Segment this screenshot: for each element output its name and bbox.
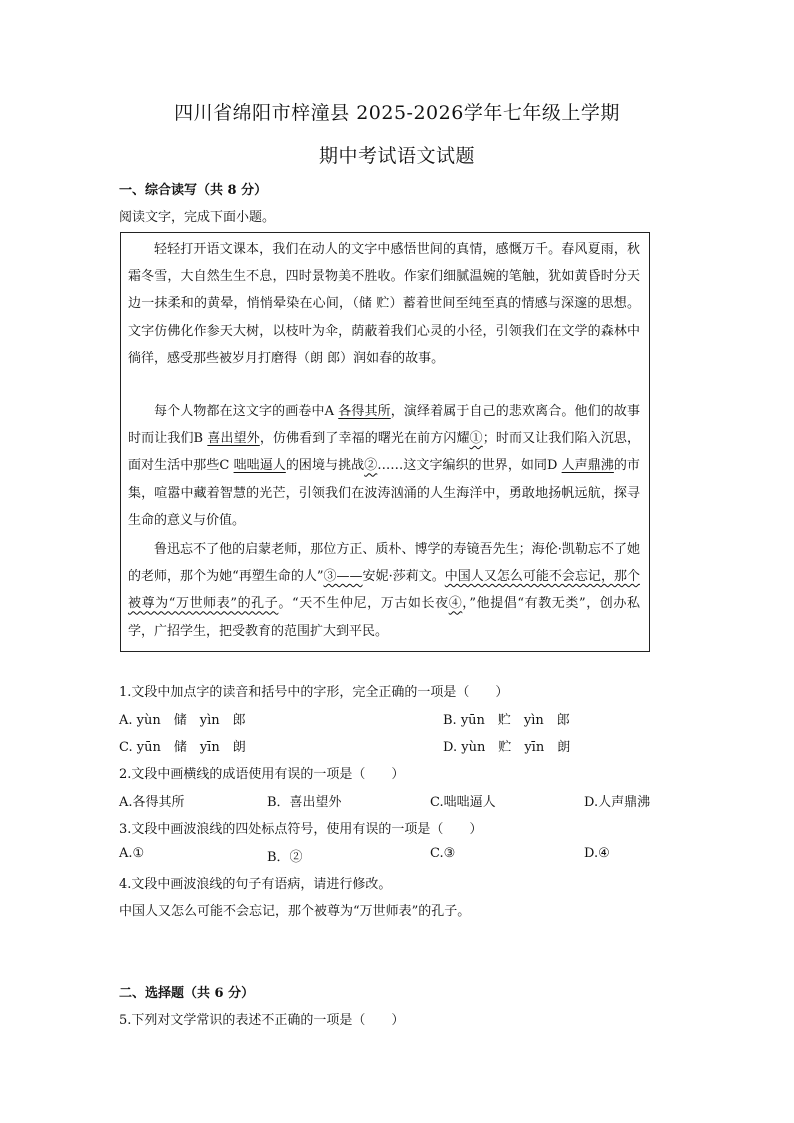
section2-heading: 二、选择题（共 6 分）: [119, 986, 255, 1001]
section1-instruction: 阅读文字，完成下面小题。: [119, 210, 276, 225]
p2-text-f: ……这文字编织的世界，如同D: [377, 458, 562, 474]
q2-option-b[interactable]: B．喜出望外: [267, 795, 342, 810]
q1-option-b[interactable]: B. yūn 贮 yìn 郎: [443, 713, 570, 728]
q3-option-c[interactable]: C.③: [430, 846, 456, 861]
q3-stem: 3.文段中画波浪线的四处标点符号，使用有误的一项是（ ）: [119, 822, 483, 837]
q2-option-d[interactable]: D.人声鼎沸: [584, 795, 651, 810]
idiom-b: 喜出望外: [207, 431, 260, 447]
p2-text-e: 的困境与挑战: [285, 458, 365, 474]
idiom-d: 人声鼎沸: [561, 458, 614, 474]
p3-text-b: 安妮·莎莉文。: [362, 569, 445, 585]
p3-text-d: ，”他提倡“有教无类”，创办私学，广招学生，把受教育的范围扩大到平民。: [128, 596, 640, 639]
passage-paragraph-2: [128, 398, 640, 534]
q1-option-d[interactable]: D. yùn 贮 yīn 朗: [443, 740, 571, 755]
q3-option-a[interactable]: A.①: [119, 846, 145, 861]
idiom-a: 各得其所: [338, 404, 391, 419]
punct-mark-4: ④: [448, 596, 463, 612]
title-line-2: 期中考试语文试题: [318, 145, 475, 167]
passage-paragraph-1: 轻轻打开语文课本，我们在动人的文字中感悟世间的真情，感慨万千。春风夏雨，秋霜冬雪，大自然生生不息，四时景物美不胜收。作家们细腻温婉的笔触，犹如黄昏时分天边一抹柔和的黄晕，悄悄晕染在心间，（储 贮）蓄着世间至纯至真的情感与深邃的思想。文字仿佛化作参天大树，以枝叶为伞，荫蔽着我们心灵的小径，引领我们在文学的森林中徜徉，感受那些被岁月打磨得（朗 郎）润如春的故事。: [128, 242, 640, 366]
p2-text-c: ，仿佛看到了幸福的曙光在前方闪耀: [259, 431, 470, 447]
q3-option-b[interactable]: B．②: [267, 850, 303, 865]
q4-sentence: 中国人又怎么可能不会忘记，那个被尊为“万世师表”的孔子。: [119, 904, 471, 919]
p3-text-c: 。“天不生仲尼，万古如长夜: [278, 596, 449, 612]
title-line-1: 四川省绵阳市梓潼县 2025-2026学年七年级上学期: [174, 102, 620, 124]
idiom-c: 咄咄逼人: [233, 458, 286, 474]
punct-mark-3: ③——: [323, 569, 363, 585]
p3-text-a: 鲁迅忘不了他的启蒙老师，那位方正、质朴、博学的寿镜吾先生；海伦·凯勒忘不了她的老师，那个为她“再塑生命的人”: [128, 542, 640, 585]
q5-stem: 5.下列对文学常识的表述不正确的一项是（ ）: [119, 1013, 405, 1028]
q2-option-c[interactable]: C.咄咄逼人: [430, 795, 496, 810]
q2-option-a[interactable]: A.各得其所: [119, 795, 185, 810]
p2-text-d: ；时而又让我们陷入沉思，面对生活中那些C: [128, 431, 640, 474]
q1-stem: 1.文段中加点字的读音和括号中的字形，完全正确的一项是（ ）: [119, 685, 509, 700]
q1-option-a[interactable]: A. yùn 储 yìn 郎: [119, 713, 246, 728]
p2-text-b: ，演绎着属于自己的悲欢离合。他们的故事时而让我们B: [128, 404, 640, 447]
p2-text-a: 每个人物都在这文字的画卷中A: [154, 404, 339, 419]
punct-mark-2: ②: [364, 458, 378, 474]
p2-text-g: 的市集，喧嚣中藏着智慧的光芒，引领我们在波涛汹涌的人生海洋中，勇敢地扬帆远航，探寻生命的意义与价值。: [128, 458, 640, 528]
q3-option-d[interactable]: D.④: [584, 846, 610, 861]
q4-stem: 4.文段中画波浪线的句子有语病，请进行修改。: [119, 877, 392, 892]
q1-option-c[interactable]: C. yūn 储 yīn 朗: [119, 740, 246, 755]
wavy-sentence: 中国人又怎么可能不会忘记，那个被尊为“万世师表”的孔子: [128, 569, 640, 612]
passage-paragraph-3: [128, 536, 640, 645]
section1-heading: 一、综合读写（共 8 分）: [119, 183, 268, 198]
punct-mark-1: ①: [469, 431, 483, 447]
q2-stem: 2.文段中画横线的成语使用有误的一项是（ ）: [119, 767, 405, 782]
